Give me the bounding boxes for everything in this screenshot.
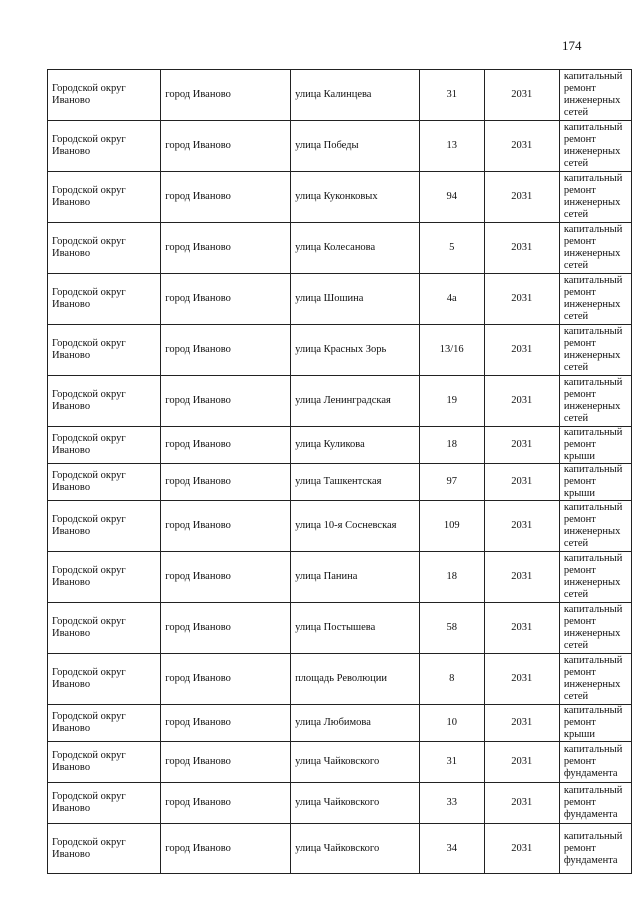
page-number: 174 xyxy=(562,38,582,53)
settlement-cell: город Иваново xyxy=(161,742,291,783)
settlement-cell: город Иваново xyxy=(161,603,291,654)
work-type-cell: капитальный ремонт инженерных сетей xyxy=(559,274,631,325)
year-cell: 2031 xyxy=(484,172,559,223)
work-type-cell: капитальный ремонт инженерных сетей xyxy=(559,501,631,552)
table-row xyxy=(48,464,632,501)
street-cell: улица Шошина xyxy=(291,274,420,325)
table-row xyxy=(48,552,632,603)
street-cell: улица Любимова xyxy=(291,705,420,742)
street-cell: улица Ленинградская xyxy=(291,376,420,427)
work-type-cell: капитальный ремонт крыши xyxy=(559,705,631,742)
house-number-cell: 4а xyxy=(419,274,484,325)
settlement-cell: город Иваново xyxy=(161,705,291,742)
work-type-cell: капитальный ремонт крыши xyxy=(559,427,631,464)
year-cell: 2031 xyxy=(484,376,559,427)
year-cell: 2031 xyxy=(484,70,559,121)
work-type-cell: капитальный ремонт фундамента xyxy=(559,783,631,824)
year-cell: 2031 xyxy=(484,603,559,654)
table-row xyxy=(48,742,632,783)
house-number-cell: 13/16 xyxy=(419,325,484,376)
table-row xyxy=(48,427,632,464)
table-row xyxy=(48,783,632,824)
house-number-cell: 109 xyxy=(419,501,484,552)
table-row xyxy=(48,70,632,121)
house-number-cell: 13 xyxy=(419,121,484,172)
work-type-cell: капитальный ремонт инженерных сетей xyxy=(559,603,631,654)
house-number-cell: 34 xyxy=(419,824,484,874)
table-row xyxy=(48,274,632,325)
table-row xyxy=(48,223,632,274)
street-cell: улица Победы xyxy=(291,121,420,172)
municipal-district-cell: Городской округ Иваново xyxy=(48,121,161,172)
work-type-cell: капитальный ремонт инженерных сетей xyxy=(559,654,631,705)
work-type-cell: капитальный ремонт инженерных сетей xyxy=(559,325,631,376)
house-number-cell: 19 xyxy=(419,376,484,427)
year-cell: 2031 xyxy=(484,427,559,464)
street-cell: улица Чайковского xyxy=(291,783,420,824)
settlement-cell: город Иваново xyxy=(161,274,291,325)
municipal-district-cell: Городской округ Иваново xyxy=(48,325,161,376)
settlement-cell: город Иваново xyxy=(161,824,291,874)
house-number-cell: 31 xyxy=(419,742,484,783)
year-cell: 2031 xyxy=(484,824,559,874)
year-cell: 2031 xyxy=(484,325,559,376)
settlement-cell: город Иваново xyxy=(161,121,291,172)
municipal-district-cell: Городской округ Иваново xyxy=(48,427,161,464)
year-cell: 2031 xyxy=(484,783,559,824)
house-number-cell: 94 xyxy=(419,172,484,223)
year-cell: 2031 xyxy=(484,121,559,172)
year-cell: 2031 xyxy=(484,464,559,501)
street-cell: улица Колесанова xyxy=(291,223,420,274)
work-type-cell: капитальный ремонт инженерных сетей xyxy=(559,172,631,223)
municipal-district-cell: Городской округ Иваново xyxy=(48,705,161,742)
housing-repair-table xyxy=(47,69,632,874)
settlement-cell: город Иваново xyxy=(161,464,291,501)
work-type-cell: капитальный ремонт фундамента xyxy=(559,824,631,874)
municipal-district-cell: Городской округ Иваново xyxy=(48,464,161,501)
year-cell: 2031 xyxy=(484,654,559,705)
municipal-district-cell: Городской округ Иваново xyxy=(48,172,161,223)
settlement-cell: город Иваново xyxy=(161,654,291,705)
settlement-cell: город Иваново xyxy=(161,427,291,464)
year-cell: 2031 xyxy=(484,742,559,783)
settlement-cell: город Иваново xyxy=(161,172,291,223)
municipal-district-cell: Городской округ Иваново xyxy=(48,501,161,552)
street-cell: улица Постышева xyxy=(291,603,420,654)
table-row xyxy=(48,654,632,705)
street-cell: улица Чайковского xyxy=(291,742,420,783)
municipal-district-cell: Городской округ Иваново xyxy=(48,376,161,427)
year-cell: 2031 xyxy=(484,552,559,603)
table-row xyxy=(48,824,632,874)
settlement-cell: город Иваново xyxy=(161,552,291,603)
house-number-cell: 18 xyxy=(419,552,484,603)
table-row xyxy=(48,325,632,376)
table-row xyxy=(48,603,632,654)
municipal-district-cell: Городской округ Иваново xyxy=(48,223,161,274)
house-number-cell: 10 xyxy=(419,705,484,742)
settlement-cell: город Иваново xyxy=(161,501,291,552)
year-cell: 2031 xyxy=(484,223,559,274)
municipal-district-cell: Городской округ Иваново xyxy=(48,654,161,705)
settlement-cell: город Иваново xyxy=(161,70,291,121)
house-number-cell: 5 xyxy=(419,223,484,274)
table-row xyxy=(48,501,632,552)
work-type-cell: капитальный ремонт инженерных сетей xyxy=(559,376,631,427)
municipal-district-cell: Городской округ Иваново xyxy=(48,783,161,824)
year-cell: 2031 xyxy=(484,274,559,325)
municipal-district-cell: Городской округ Иваново xyxy=(48,742,161,783)
municipal-district-cell: Городской округ Иваново xyxy=(48,603,161,654)
municipal-district-cell: Городской округ Иваново xyxy=(48,824,161,874)
settlement-cell: город Иваново xyxy=(161,376,291,427)
work-type-cell: капитальный ремонт инженерных сетей xyxy=(559,121,631,172)
work-type-cell: капитальный ремонт инженерных сетей xyxy=(559,70,631,121)
street-cell: улица Куконковых xyxy=(291,172,420,223)
house-number-cell: 58 xyxy=(419,603,484,654)
settlement-cell: город Иваново xyxy=(161,783,291,824)
house-number-cell: 8 xyxy=(419,654,484,705)
work-type-cell: капитальный ремонт фундамента xyxy=(559,742,631,783)
table-row xyxy=(48,172,632,223)
work-type-cell: капитальный ремонт крыши xyxy=(559,464,631,501)
year-cell: 2031 xyxy=(484,705,559,742)
street-cell: улица Чайковского xyxy=(291,824,420,874)
street-cell: улица 10-я Сосневская xyxy=(291,501,420,552)
table-row xyxy=(48,376,632,427)
house-number-cell: 31 xyxy=(419,70,484,121)
municipal-district-cell: Городской округ Иваново xyxy=(48,274,161,325)
table-row xyxy=(48,121,632,172)
house-number-cell: 97 xyxy=(419,464,484,501)
street-cell: улица Калинцева xyxy=(291,70,420,121)
work-type-cell: капитальный ремонт инженерных сетей xyxy=(559,552,631,603)
settlement-cell: город Иваново xyxy=(161,223,291,274)
street-cell: площадь Революции xyxy=(291,654,420,705)
street-cell: улица Ташкентская xyxy=(291,464,420,501)
work-type-cell: капитальный ремонт инженерных сетей xyxy=(559,223,631,274)
table-row xyxy=(48,705,632,742)
street-cell: улица Красных Зорь xyxy=(291,325,420,376)
municipal-district-cell: Городской округ Иваново xyxy=(48,552,161,603)
year-cell: 2031 xyxy=(484,501,559,552)
settlement-cell: город Иваново xyxy=(161,325,291,376)
municipal-district-cell: Городской округ Иваново xyxy=(48,70,161,121)
house-number-cell: 33 xyxy=(419,783,484,824)
street-cell: улица Панина xyxy=(291,552,420,603)
house-number-cell: 18 xyxy=(419,427,484,464)
street-cell: улица Куликова xyxy=(291,427,420,464)
